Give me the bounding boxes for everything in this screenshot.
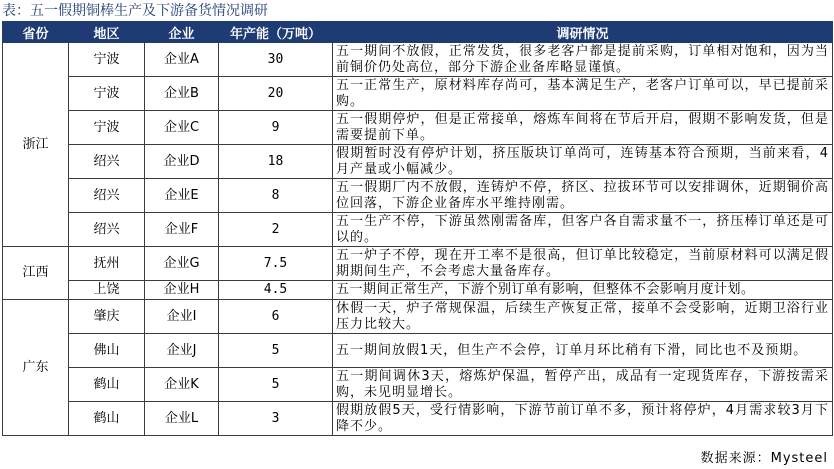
province-cell: 江西 <box>3 247 69 300</box>
region-cell: 宁波 <box>69 43 145 77</box>
company-cell: 企业B <box>145 77 219 111</box>
header-company: 企业 <box>145 22 219 43</box>
table-row <box>3 281 833 300</box>
capacity-cell: 9 <box>219 111 333 145</box>
region-cell: 绍兴 <box>69 145 145 179</box>
survey-cell: 五一正常生产，原材料库存尚可，基本满足生产，老客户订单可以，早已提前采购。 <box>333 77 833 111</box>
capacity-cell: 7.5 <box>219 247 333 281</box>
capacity-cell: 2 <box>219 213 333 247</box>
region-cell: 宁波 <box>69 111 145 145</box>
province-cell: 浙江 <box>3 43 69 247</box>
survey-cell: 假期放假5天，受行情影响，下游节前订单不多，预计将停炉，4月需求较3月下降不少。 <box>333 402 833 436</box>
capacity-cell: 20 <box>219 77 333 111</box>
survey-cell: 五一生产不停，下游虽然刚需备库，但客户各自需求量不一，挤压棒订单还是可以的。 <box>333 213 833 247</box>
table-row <box>3 368 833 402</box>
region-cell: 上饶 <box>69 281 145 300</box>
region-cell: 抚州 <box>69 247 145 281</box>
region-cell: 肇庆 <box>69 300 145 334</box>
survey-cell: 五一期间调休3天，熔炼炉保温，暂停产出，成品有一定现货库存，下游按需采购，未见明显增长。 <box>333 368 833 402</box>
capacity-cell: 6 <box>219 300 333 334</box>
company-cell: 企业C <box>145 111 219 145</box>
survey-cell: 休假一天，炉子常规保温，后续生产恢复正常，接单不会受影响，近期卫浴行业压力比较大。 <box>333 300 833 334</box>
table-row <box>3 111 833 145</box>
table-title: 表：五一假期铜棒生产及下游备货情况调研 <box>2 3 268 19</box>
capacity-cell: 3 <box>219 402 333 436</box>
company-cell: 企业J <box>145 334 219 368</box>
survey-cell: 五一假期厂内不放假，连铸炉不停，挤区、拉拔环节可以安排调休，近期铜价高位回落，下游企业备库水平维持刚需。 <box>333 179 833 213</box>
table-row <box>3 145 833 179</box>
region-cell: 绍兴 <box>69 179 145 213</box>
company-cell: 企业I <box>145 300 219 334</box>
table-row <box>3 43 833 77</box>
header-survey: 调研情况 <box>333 22 833 43</box>
table-row <box>3 402 833 436</box>
company-cell: 企业F <box>145 213 219 247</box>
capacity-cell: 30 <box>219 43 333 77</box>
region-cell: 鹤山 <box>69 368 145 402</box>
survey-cell: 五一假期停炉，但是正常接单，熔炼车间将在节后开启，假期不影响发货，但是需要提前下单。 <box>333 111 833 145</box>
table-row <box>3 334 833 368</box>
table-row <box>3 247 833 281</box>
company-cell: 企业L <box>145 402 219 436</box>
table-header-row <box>3 22 833 43</box>
survey-table <box>2 21 833 436</box>
header-capacity: 年产能（万吨） <box>219 22 333 43</box>
survey-cell: 五一期间不放假，正常发货，很多老客户都是提前采购，订单相对饱和，因为当前铜价仍处高位，部分下游企业备库略显谨慎。 <box>333 43 833 77</box>
company-cell: 企业E <box>145 179 219 213</box>
capacity-cell: 5 <box>219 368 333 402</box>
survey-cell: 五一炉子不停，现在开工率不是很高，但订单比较稳定，当前原材料可以满足假期期间生产，不会考虑大量备库存。 <box>333 247 833 281</box>
company-cell: 企业A <box>145 43 219 77</box>
region-cell: 绍兴 <box>69 213 145 247</box>
company-cell: 企业G <box>145 247 219 281</box>
company-cell: 企业K <box>145 368 219 402</box>
capacity-cell: 18 <box>219 145 333 179</box>
data-source: 数据来源：Mysteel <box>700 451 828 466</box>
company-cell: 企业H <box>145 281 219 300</box>
province-cell: 广东 <box>3 300 69 436</box>
survey-cell: 五一期间正常生产，下游个别订单有影响，但整体不会影响月度计划。 <box>333 281 833 300</box>
table-row <box>3 300 833 334</box>
header-province: 省份 <box>3 22 69 43</box>
table-row <box>3 77 833 111</box>
survey-cell: 假期暂时没有停炉计划，挤压版块订单尚可，连铸基本符合预期，当前来看，4月产量或小幅减少。 <box>333 145 833 179</box>
table-row <box>3 213 833 247</box>
region-cell: 宁波 <box>69 77 145 111</box>
region-cell: 佛山 <box>69 334 145 368</box>
table-row <box>3 179 833 213</box>
header-region: 地区 <box>69 22 145 43</box>
capacity-cell: 8 <box>219 179 333 213</box>
survey-cell: 五一期间放假1天，但生产不会停，订单月环比稍有下滑，同比也不及预期。 <box>333 334 833 368</box>
capacity-cell: 5 <box>219 334 333 368</box>
company-cell: 企业D <box>145 145 219 179</box>
capacity-cell: 4.5 <box>219 281 333 300</box>
region-cell: 鹤山 <box>69 402 145 436</box>
